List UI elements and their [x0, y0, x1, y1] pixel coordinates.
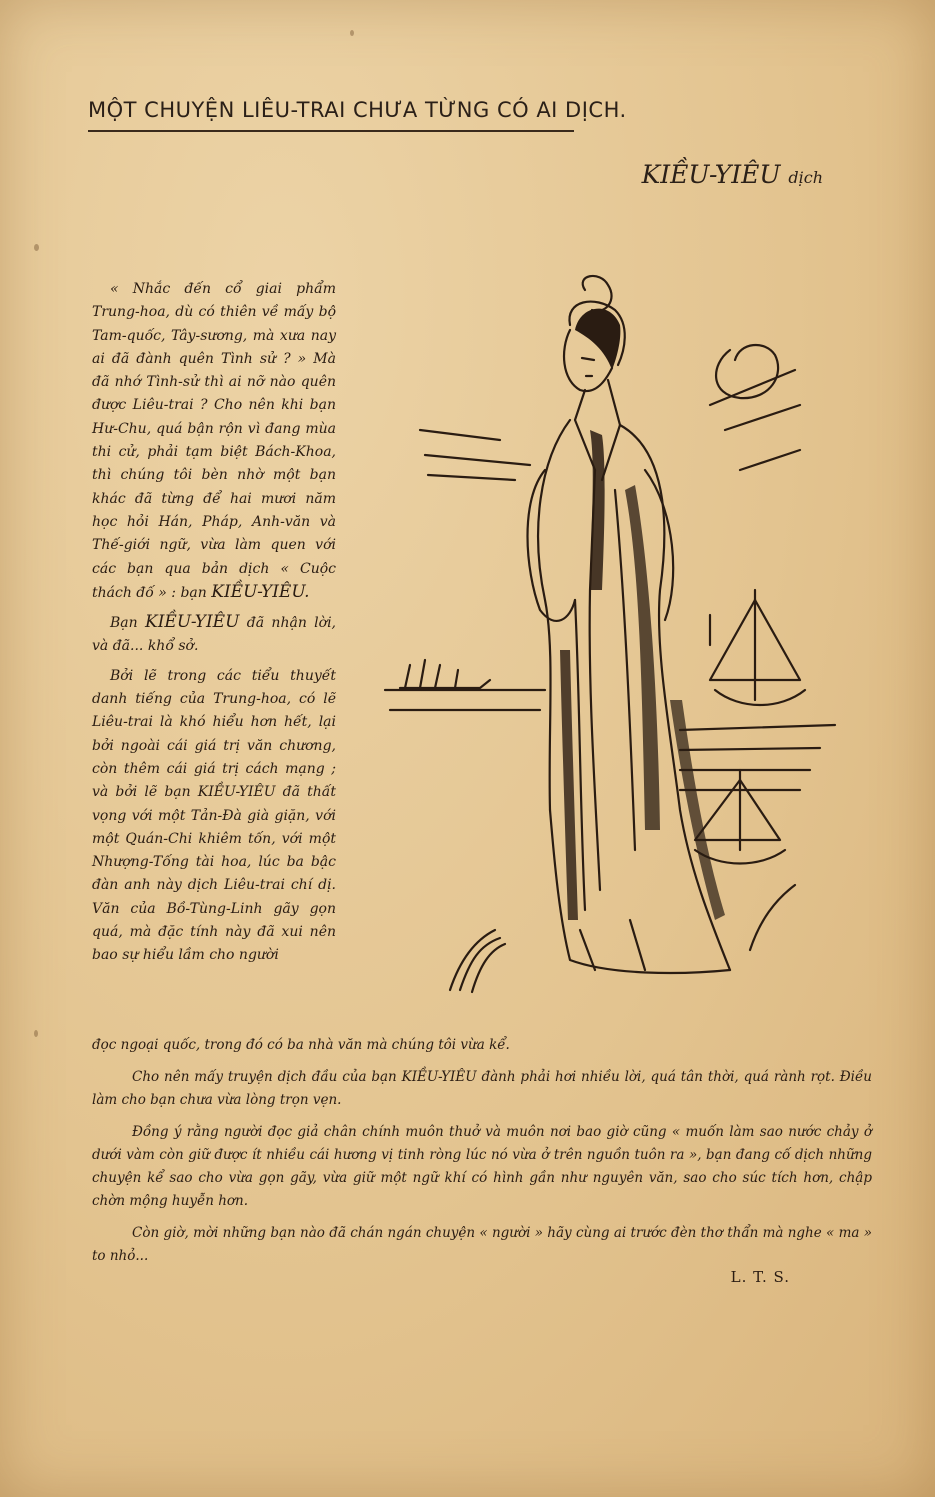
- woman-and-boats-illustration: [380, 270, 850, 1015]
- intro-text-2a: Bạn: [110, 615, 138, 632]
- translator-name: KIỀU-YIÊU: [641, 160, 781, 189]
- body-paragraph-6: Còn giờ, mời những bạn nào đã chán ngán chuyện « người » hãy cùng ai trước đèn thơ thẩn mà nghe « ma » to nhỏ...: [92, 1225, 872, 1264]
- intro-text-3: Bởi lẽ trong các tiểu thuyết danh tiếng của Trung-hoa, có lẽ Liêu-trai là khó hiểu hơn hết, lại bởi ngoài cái giá trị văn chương, còn thêm cái giá trị cách mạng ; và bởi lẽ bạn KIỀU-YIÊU đã thất vọng với một Tản-Đà già giặn, với một Quán-Chi khiêm tốn, với một Nhượng-Tống tài hoa, lúc ba bậc đàn anh này dịch Liêu-trai chí dị. Văn của Bồ-Tùng-Linh gãy gọn quá, mà đặc tính này đã xui nên bao sự hiểu lầm cho người: [92, 667, 336, 964]
- editor-intro-column: [92, 278, 336, 974]
- article-body: [92, 1034, 872, 1277]
- paper-stain: [34, 244, 39, 251]
- header-underline: [88, 130, 574, 132]
- intro-text-1: « Nhắc đến cổ giai phẩm Trung-hoa, dù có thiên về mấy bộ Tam-quốc, Tây-sương, mà xưa nay ai đã đành quên Tình sử ? » Mà đã nhớ Tình-sử thì ai nỡ nào quên được Liêu-trai ? Cho nên khi bạn Hư-Chu, quá bận rộn vì đang mùa thi cử, phải tạm biệt Bách-Khoa, thì chúng tôi bèn nhờ một bạn khác đã từng để hai mươi năm học hỏi Hán, Pháp, Anh-văn và Thế-giới ngữ, vừa làm quen với các bạn qua bản dịch « Cuộc thách đố » : bạn: [92, 281, 336, 601]
- intro-name-2: KIỀU-YIÊU: [145, 612, 240, 633]
- translator-suffix: dịch: [788, 168, 823, 187]
- paper-stain: [350, 30, 354, 36]
- paper-stain: [34, 1030, 38, 1037]
- translator-byline: [642, 160, 823, 189]
- body-paragraph-continuation: đọc ngoại quốc, trong đó có ba nhà văn mà chúng tôi vừa kể.: [92, 1037, 510, 1053]
- intro-paragraph-3: [92, 665, 336, 968]
- intro-text-2b: đã nhận lời, và đã... khổ sở.: [92, 615, 337, 655]
- intro-paragraph-2: [92, 611, 336, 659]
- editor-signature: L. T. S.: [730, 1268, 790, 1286]
- article-kicker: MỘT CHUYỆN LIÊU-TRAI CHƯA TỪNG CÓ AI DỊCH.: [88, 98, 627, 122]
- body-paragraph-5: Đồng ý rằng người đọc giả chân chính muôn thuở và muôn nơi bao giờ cũng « muốn làm sao nước chảy ở dưới vàm còn giữ được ít nhiều cái hương vị tinh ròng lúc nó vừa ở trên nguồn tuôn ra », bạn đang cố dịch những chuyện kể sao cho vừa gọn gãy, vừa giữ một ngữ khí có hình gần như nguyên văn, sao cho súc tích hơn, chập chờn mộng huyễn hơn.: [92, 1124, 872, 1209]
- intro-paragraph-1: [92, 278, 336, 605]
- body-paragraph-4: Cho nên mấy truyện dịch đầu của bạn KIỀU-YIÊU đành phải hơi nhiều lời, quá tân thời, quá rành rọt. Điều làm cho bạn chưa vừa lòng trọn vẹn.: [92, 1069, 872, 1108]
- intro-name: KIỀU-YIÊU.: [211, 581, 310, 602]
